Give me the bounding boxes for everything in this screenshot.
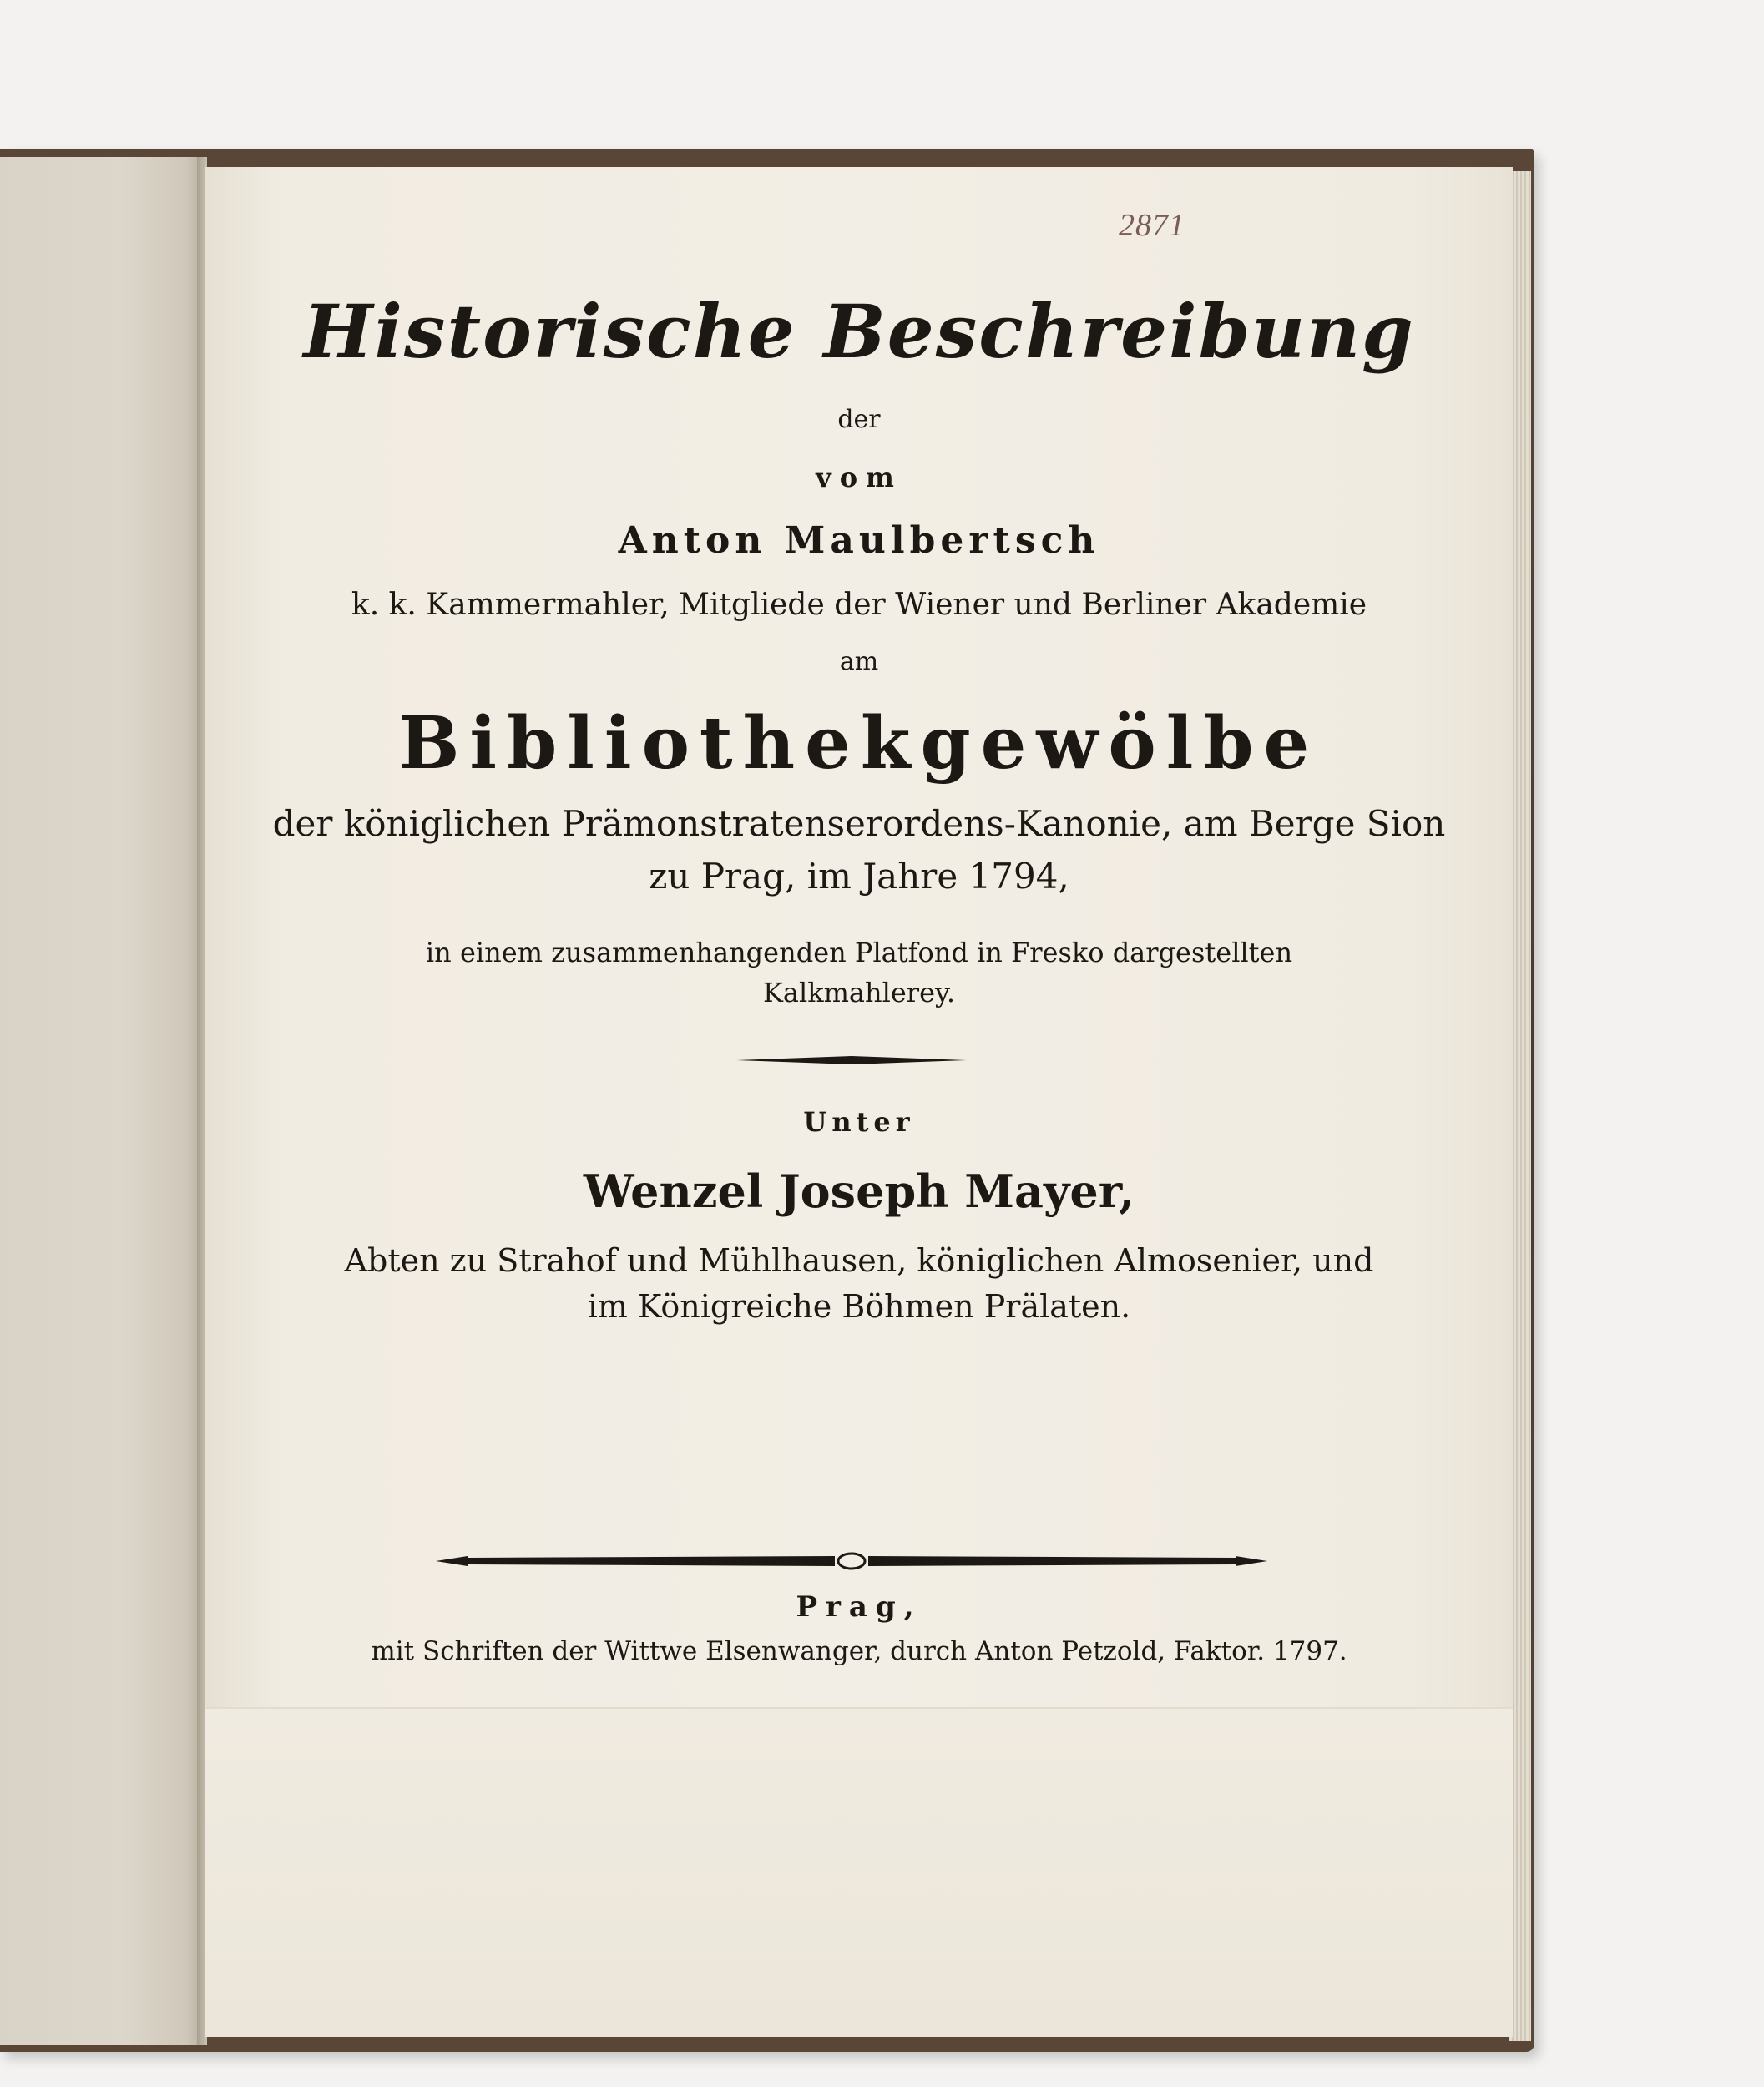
author-role: k. k. Kammermahler, Mitgliede der Wiener und Berliner Akademie: [351, 588, 1367, 622]
shelf-mark: 2871: [1119, 208, 1185, 243]
abbot-name: Wenzel Joseph Mayer,: [583, 1165, 1135, 1218]
description-line-2: Kalkmahlerey.: [762, 977, 956, 1008]
book-title: Historische Beschreibung: [303, 288, 1415, 375]
word-am: am: [839, 647, 879, 676]
imprint-line: mit Schriften der Wittwe Elsenwanger, durch Anton Petzold, Faktor. 1797.: [371, 1636, 1347, 1666]
word-der: der: [837, 405, 881, 434]
word-unter: Unter: [803, 1106, 915, 1138]
abbot-titles-2: im Königreiche Böhmen Prälaten.: [587, 1288, 1131, 1325]
subject-title: Bibliothekgewölbe: [398, 701, 1320, 786]
word-vom: vom: [816, 462, 902, 493]
abbot-titles-1: Abten zu Strahof und Mühlhausen, königlichen Almosenier, und: [344, 1242, 1374, 1279]
left-endpaper: [0, 157, 202, 2045]
ornamental-rule-short: [735, 1054, 968, 1067]
page-lower-panel: [205, 1707, 1513, 2037]
place-line-1: der königlichen Prämonstratenserordens-Kanonie, am Berge Sion: [272, 803, 1446, 844]
description-line-1: in einem zusammenhangenden Platfond in Fresko dargestellten: [425, 937, 1293, 968]
place-line-2: zu Prag, im Jahre 1794,: [649, 856, 1069, 897]
author-name: Anton Maulbertsch: [618, 519, 1100, 562]
ornamental-rule-long: [434, 1551, 1269, 1571]
imprint-city: Prag,: [796, 1590, 922, 1624]
